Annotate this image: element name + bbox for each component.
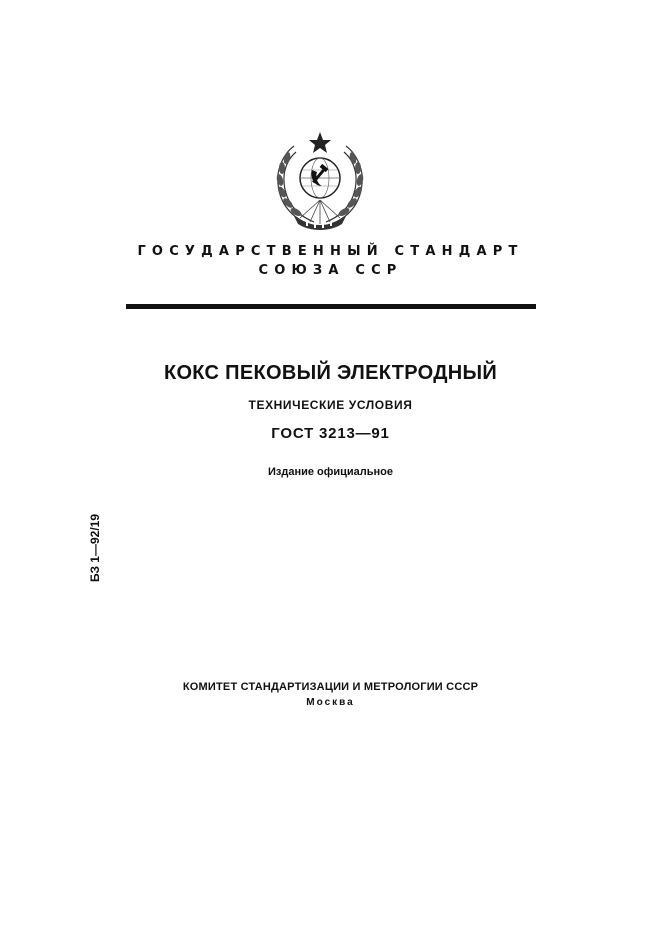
divider-rule	[126, 304, 536, 309]
document-number: ГОСТ 3213—91	[271, 425, 390, 442]
document-title: КОКС ПЕКОВЫЙ ЭЛЕКТРОДНЫЙ	[163, 362, 498, 384]
standard-header: ГОСУДАРСТВЕННЫЙ СТАНДАРТ	[137, 244, 524, 259]
catalog-code: БЗ 1—92/19	[88, 513, 102, 583]
ussr-state-emblem-icon	[270, 130, 370, 236]
publisher-city: Москва	[306, 697, 355, 708]
standard-header-union: СОЮЗА ССР	[258, 263, 403, 278]
publisher-name: КОМИТЕТ СТАНДАРТИЗАЦИИ И МЕТРОЛОГИИ СССР	[182, 681, 479, 693]
document-subtitle: ТЕХНИЧЕСКИЕ УСЛОВИЯ	[248, 398, 413, 412]
edition-note: Издание официальное	[267, 466, 394, 478]
